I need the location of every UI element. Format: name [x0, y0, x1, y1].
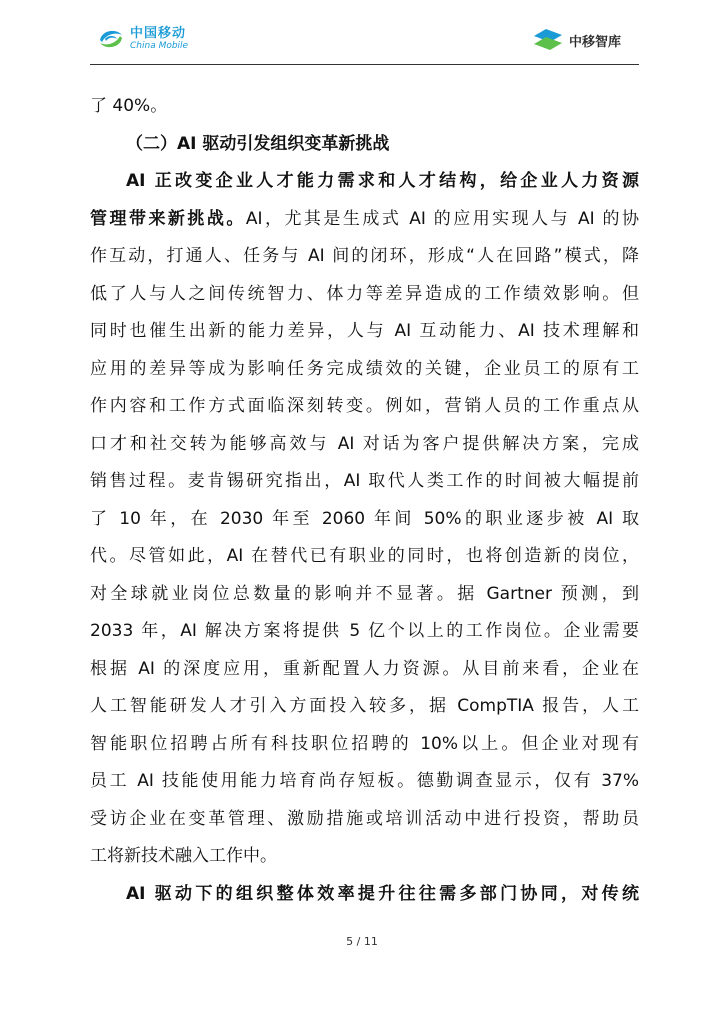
body-line: 应用的差异等成为影响任务完成绩效的关键，企业员工的原有工: [90, 358, 639, 379]
body-line: 低了人与人之间传统智力、体力等差异造成的工作绩效影响。但: [90, 283, 639, 304]
page-number: 5 / 11: [346, 935, 378, 948]
normal-run: AI，尤其是生成式 AI 的应用实现人与 AI 的协: [245, 208, 639, 229]
section-heading: （二）AI 驱动引发组织变革新挑战: [126, 133, 390, 154]
body-line: 代。尽管如此，AI 在替代已有职业的同时，也将创造新的岗位，: [90, 546, 639, 566]
page-header: [90, 22, 639, 65]
body-line: 对全球就业岗位总数量的影响并不显著。据 Gartner 预测，到: [90, 583, 639, 604]
body-line: 同时也催生出新的能力差异，人与 AI 互动能力、AI 技术理解和: [90, 321, 639, 341]
body-line: 根据 AI 的深度应用，重新配置人力资源。从目前来看，企业在: [90, 658, 639, 679]
body-line: 智能职位招聘占所有科技职位招聘的 10%以上。但企业对现有: [90, 733, 639, 754]
china-mobile-logo-icon: [96, 26, 126, 52]
body-line: 员工 AI 技能使用能力培育尚存短板。德勤调查显示，仅有 37%: [90, 771, 639, 791]
cmri-logo: [532, 26, 621, 54]
body-line: 了 10 年，在 2030 年至 2060 年间 50%的职业逐步被 AI 取: [90, 508, 639, 529]
body-line: 工将新技术融入工作中。: [90, 846, 277, 866]
cmri-logo-icon: [532, 26, 564, 54]
body-line: 作互动，打通人、任务与 AI 间的闭环，形成“人在回路”模式，降: [90, 246, 639, 266]
body-line: 作内容和工作方式面临深刻转变。例如，营销人员的工作重点从: [90, 396, 639, 416]
right-logo-cn: 中移智库: [568, 34, 621, 50]
bold-run: 管理带来新挑战。: [90, 208, 246, 229]
body-line: 销售过程。麦肯锡研究指出，AI 取代人类工作的时间被大幅提前: [90, 471, 639, 491]
body-line-bold: AI 正改变企业人才能力需求和人才结构，给企业人力资源: [126, 171, 639, 191]
china-mobile-logo: [96, 26, 188, 52]
document-body: [90, 88, 639, 913]
body-line: 人工智能研发人才引入方面投入较多，据 CompTIA 报告，人工: [90, 696, 639, 716]
body-line-mixed: [90, 201, 639, 239]
body-line: 2033 年，AI 解决方案将提供 5 亿个以上的工作岗位。企业需要: [90, 621, 639, 641]
body-line: 口才和社交转为能够高效与 AI 对话为客户提供解决方案，完成: [90, 433, 639, 454]
left-logo-en: China Mobile: [130, 41, 189, 51]
body-line: 了 40%。: [90, 96, 168, 116]
body-line: 受访企业在变革管理、激励措施或培训活动中进行投资，帮助员: [90, 808, 639, 829]
body-line-bold: AI 驱动下的组织整体效率提升往往需多部门协同，对传统: [126, 883, 639, 904]
left-logo-cn: 中国移动: [130, 26, 187, 41]
